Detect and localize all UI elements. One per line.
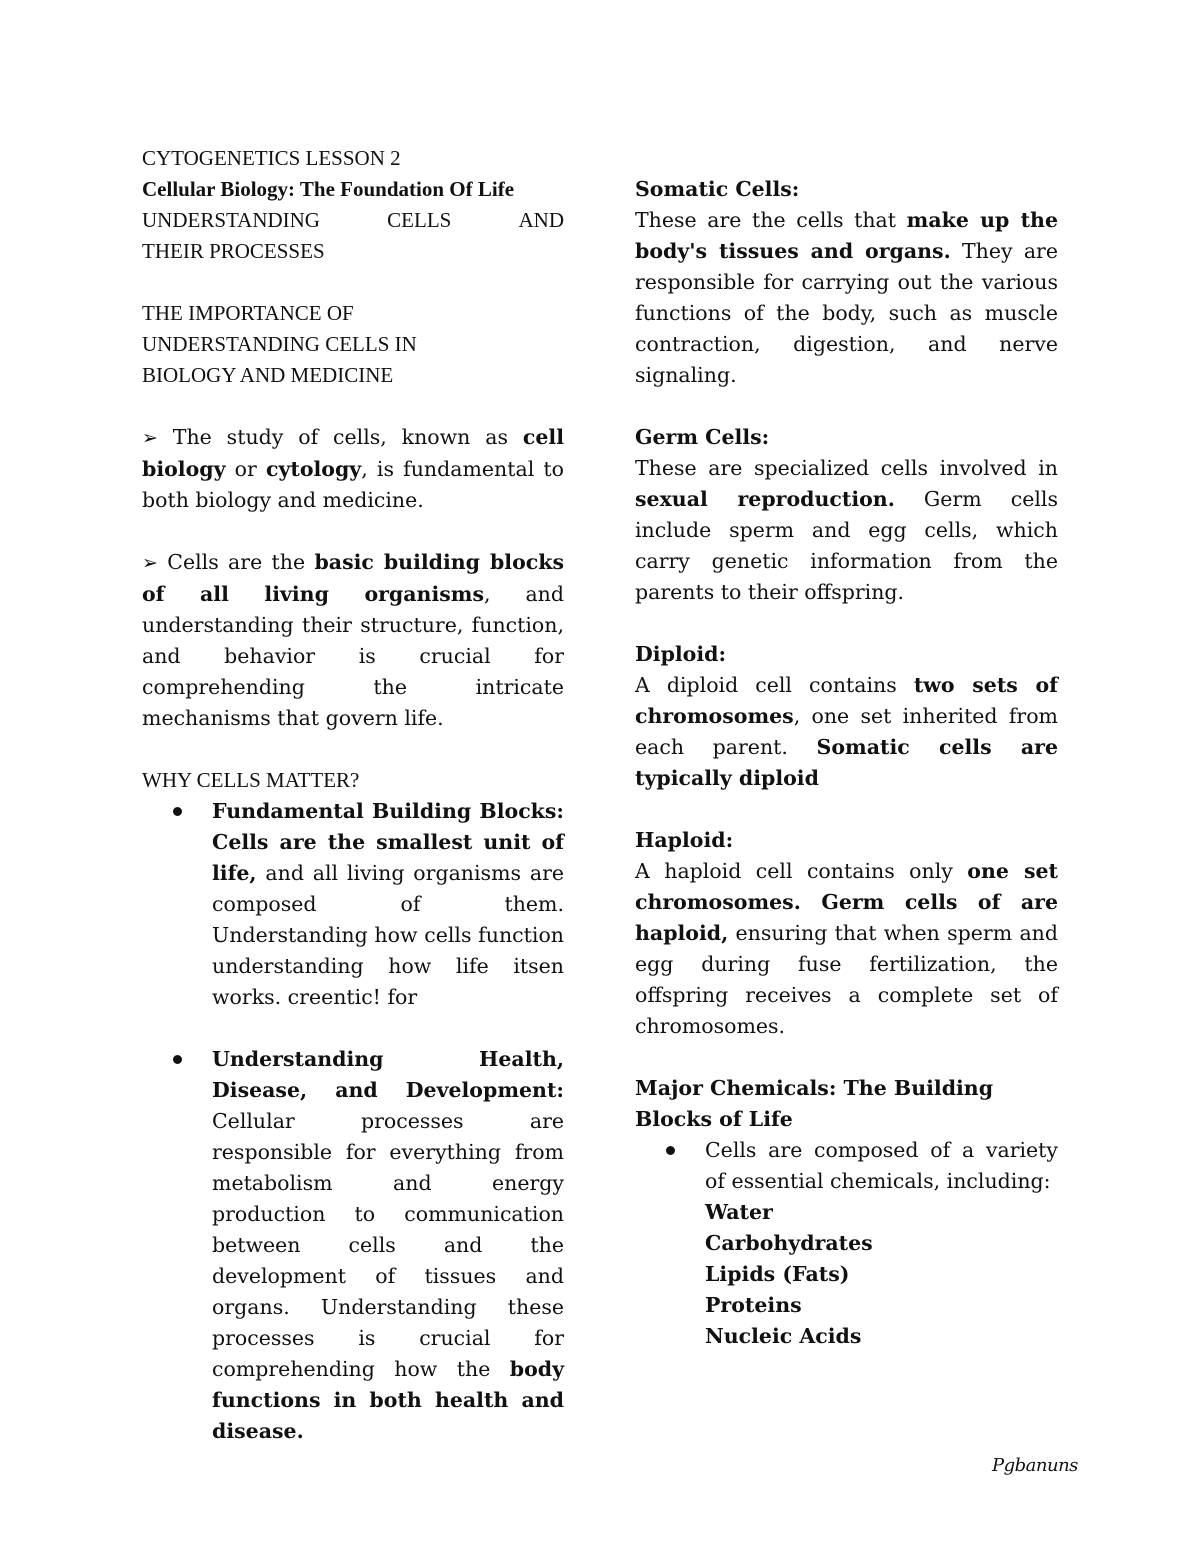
- chemical-nucleic-acids: Nucleic Acids: [705, 1324, 862, 1348]
- list-item: Cells are composed of a variety of essential chemicals, including: Water Carbohydrates Lipids (Fats) Proteins Nucleic Acids: [705, 1135, 1058, 1352]
- chemical-lipids: Lipids (Fats): [705, 1262, 850, 1286]
- importance-paragraph-1: ➢ The study of cells, known as cell biology or cytology, is fundamental to both biology and medicine.: [142, 425, 564, 512]
- author-signature: Pgbanuns: [992, 1455, 1078, 1476]
- bullet-icon: [173, 807, 182, 816]
- understanding-line: UNDERSTANDING CELLS AND: [142, 208, 564, 232]
- haploid-paragraph: A haploid cell contains only one set chromosomes. Germ cells of are haploid, ensuring that when sperm and egg during fuse fertilization, the offspring receives a complete set of chromosomes.: [635, 859, 1059, 1038]
- chemicals-heading: Major Chemicals: The Building Blocks of Life: [635, 1076, 994, 1131]
- germ-paragraph: These are specialized cells involved in sexual reproduction. Germ cells include sperm and egg cells, which carry genetic information from the parents to their offspring.: [635, 456, 1059, 604]
- list-item: Understanding Health, Disease, and Development: Cellular processes are responsible for everything from metabolism and energy production to communication between cells and the development of tissues and organs. Understanding these processes is crucial for comprehending how the body functions in both health and disease.: [212, 1044, 564, 1447]
- somatic-paragraph: These are the cells that make up the body's tissues and organs. They are responsible for carrying out the various functions of the body, such as muscle contraction, digestion, and nerve signaling.: [635, 208, 1058, 387]
- arrow-bullet-icon: ➢: [142, 427, 158, 449]
- bullet-icon: [173, 1055, 182, 1064]
- bullet-icon: [666, 1146, 675, 1155]
- understanding-rest: THEIR PROCESSES: [142, 239, 325, 263]
- germ-heading: Germ Cells:: [635, 425, 770, 449]
- importance-heading-2: UNDERSTANDING CELLS IN: [142, 332, 417, 356]
- diploid-paragraph: A diploid cell contains two sets of chromosomes, one set inherited from each parent. Somatic cells are typically diploid: [635, 673, 1058, 790]
- list-item: Fundamental Building Blocks: Cells are the smallest unit of life, and all living organisms are composed of them. Understanding how cells function understanding how life itsen works. creentic! for: [212, 796, 564, 1013]
- right-column: [635, 174, 1058, 1352]
- chemicals-list: [635, 1135, 1058, 1352]
- importance-heading-1: THE IMPORTANCE OF: [142, 301, 354, 325]
- arrow-bullet-icon: ➢: [142, 552, 158, 574]
- diploid-heading: Diploid:: [635, 642, 727, 666]
- left-column: [142, 143, 564, 1447]
- why-list: [142, 796, 564, 1447]
- somatic-heading: Somatic Cells:: [635, 177, 800, 201]
- chemical-names: [705, 1197, 1058, 1352]
- why-heading: WHY CELLS MATTER?: [142, 768, 360, 792]
- haploid-heading: Haploid:: [635, 828, 734, 852]
- importance-paragraph-2: ➢ Cells are the basic building blocks of all living organisms, and understanding their structure, function, and behavior is crucial for comprehending the intricate mechanisms that govern life.: [142, 550, 564, 730]
- chemical-proteins: Proteins: [705, 1293, 802, 1317]
- chemical-water: Water: [705, 1200, 773, 1224]
- lesson-subtitle: Cellular Biology: The Foundation Of Life: [142, 177, 515, 201]
- lesson-title: CYTOGENETICS LESSON 2: [142, 146, 401, 170]
- chemical-carbohydrates: Carbohydrates: [705, 1231, 873, 1255]
- importance-heading-3: BIOLOGY AND MEDICINE: [142, 363, 394, 387]
